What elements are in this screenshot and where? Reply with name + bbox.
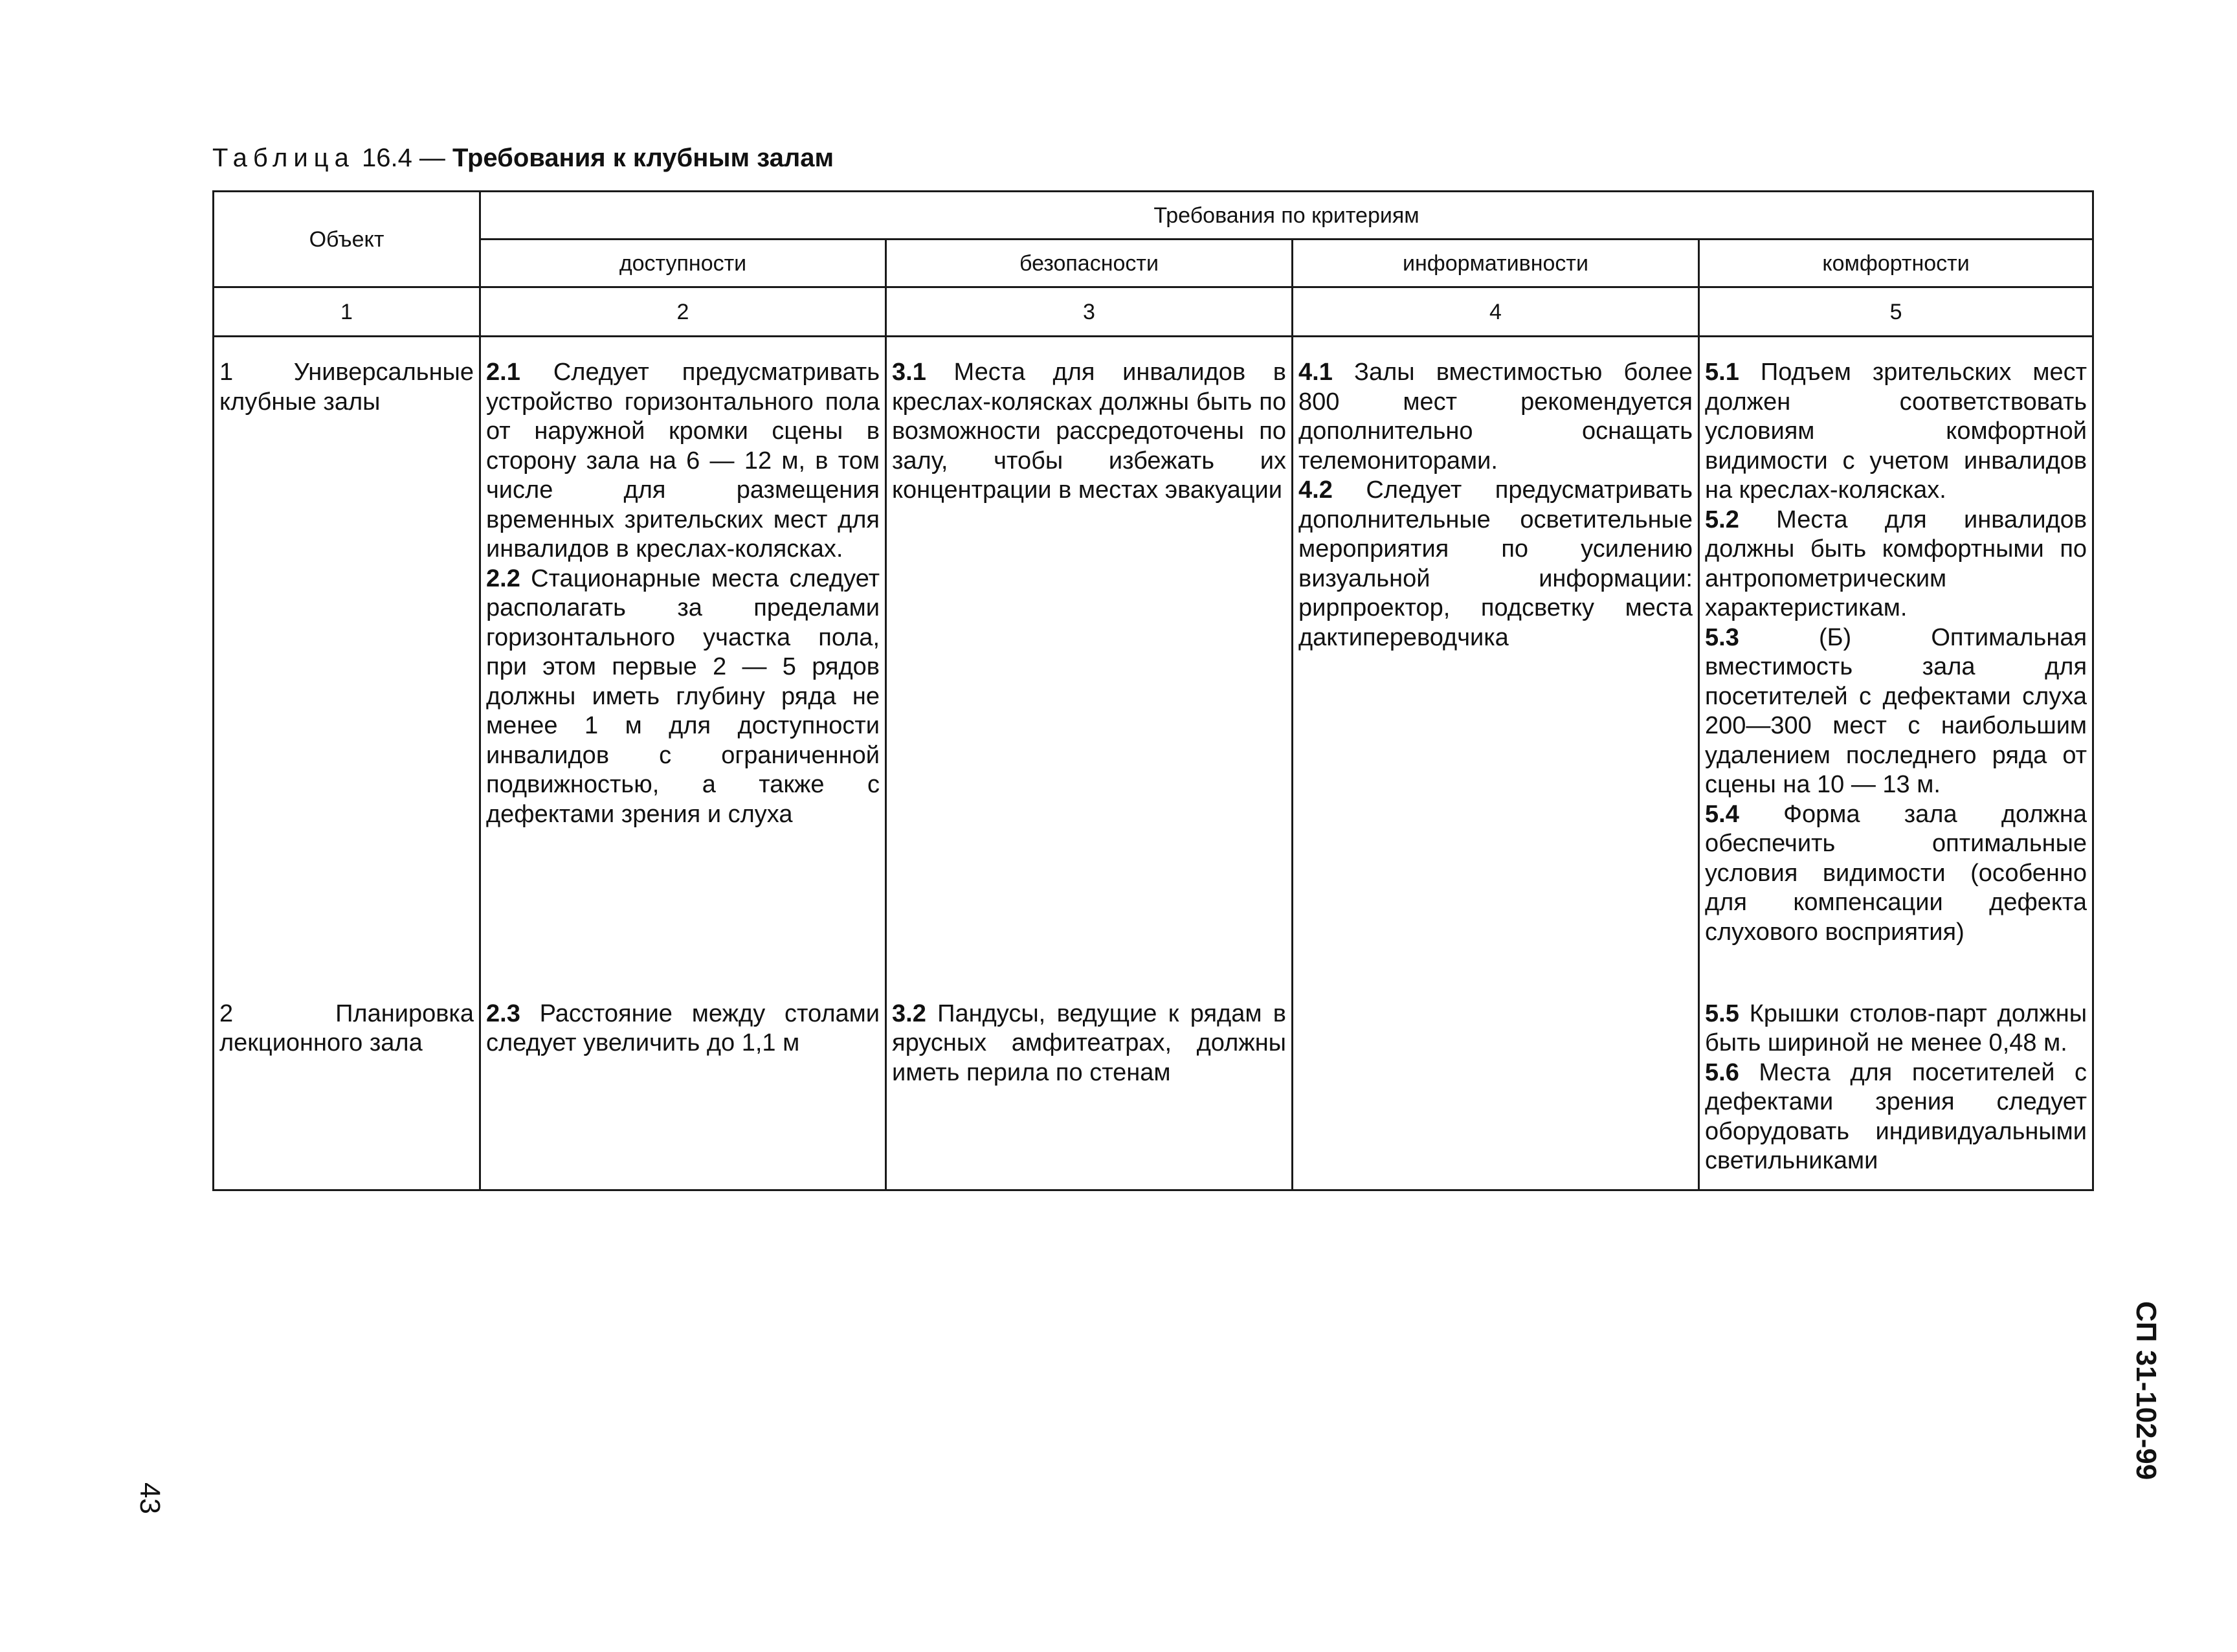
item-number: 4.1 <box>1298 359 1333 386</box>
criterion-safety: безопасности <box>886 240 1293 287</box>
caption-number: 16.4 — <box>354 144 453 172</box>
requirement-item <box>1298 476 1693 653</box>
item-text: Крышки столов-парт должны быть шириной не менее 0,48 м. <box>1705 999 2087 1057</box>
requirement-cell <box>1699 990 2093 1190</box>
table-row <box>214 337 2093 990</box>
item-text: Места для посетителей с дефектами зрения следует оборудовать индивидуальными светильниками <box>1705 1058 2087 1175</box>
column-number: 3 <box>886 287 1293 337</box>
requirement-cell-empty <box>1293 990 1699 1190</box>
requirement-cell <box>1293 337 1699 990</box>
item-text: Залы вместимостью более 800 мест рекомендуется дополнительно оснащать телемониторами. <box>1298 359 1693 474</box>
item-text: Подъем зрительских мест должен соответствовать условиям комфортной видимости с учетом инвалидов на креслах-колясках. <box>1705 359 2087 504</box>
requirements-table <box>212 190 2094 1191</box>
item-number: 2.2 <box>486 564 520 592</box>
requirement-item <box>1705 800 2087 948</box>
criteria-header: Требования по критериям <box>480 192 2093 240</box>
item-text: Следует предусматривать дополнительные осветительные мероприятия по усилению визуальной информации: рирпроектор, подсветку места дактипереводчика <box>1298 476 1693 651</box>
column-numbers-row <box>214 287 2093 337</box>
column-number: 4 <box>1293 287 1699 337</box>
column-number: 5 <box>1699 287 2093 337</box>
criterion-comfort: комфортности <box>1699 240 2093 287</box>
item-number: 5.2 <box>1705 506 1739 533</box>
requirement-item <box>486 358 880 564</box>
object-cell: 2 Планировка лекционного зала <box>214 990 480 1190</box>
item-number: 3.2 <box>892 999 926 1027</box>
header-row <box>214 192 2093 240</box>
requirement-item <box>1705 999 2087 1058</box>
item-number: 5.6 <box>1705 1058 1739 1086</box>
item-number: 5.5 <box>1705 999 1739 1027</box>
requirement-item <box>486 999 880 1058</box>
item-text: Стационарные места следует располагать за пределами горизонтального участка пола, при этом первые 2 — 5 рядов должны иметь глубину ряда не менее 1 м для доступности инвалидов с ограниченной подвижностью, а также с дефектами зрения и слуха <box>486 564 880 828</box>
item-text: Места для инвалидов должны быть комфортными по антропометрическим характеристикам. <box>1705 506 2087 621</box>
item-number: 3.1 <box>892 359 926 386</box>
requirement-item <box>1705 623 2087 800</box>
caption-title: Требования к клубным залам <box>452 144 834 172</box>
caption-prefix: Таблица <box>212 144 355 172</box>
item-text: (Б) Оптимальная вместимость зала для посетителей с дефектами слуха 200—300 мест с наибольшим удалением последнего ряда от сцены на 10 — 13 м. <box>1705 623 2087 798</box>
page-number: 43 <box>134 1482 166 1514</box>
requirement-cell <box>1699 337 2093 990</box>
column-number: 1 <box>214 287 480 337</box>
requirement-item <box>892 358 1286 506</box>
item-text: Места для инвалидов в креслах-колясках должны быть по возможности рассредоточены по залу, чтобы избежать их концентрации в местах эвакуации <box>892 359 1286 504</box>
item-number: 2.3 <box>486 999 520 1027</box>
requirement-cell <box>886 337 1293 990</box>
criterion-accessibility: доступности <box>480 240 886 287</box>
requirement-cell <box>886 990 1293 1190</box>
requirement-cell <box>480 337 886 990</box>
requirement-item <box>1705 358 2087 506</box>
requirement-item <box>892 999 1286 1088</box>
requirement-cell <box>480 990 886 1190</box>
item-number: 4.2 <box>1298 476 1333 504</box>
criteria-row <box>214 240 2093 287</box>
item-text: Форма зала должна обеспечить оптимальные условия видимости (особенно для компенсации дефекта слухового восприятия) <box>1705 800 2087 946</box>
object-header: Объект <box>214 192 480 287</box>
item-number: 5.4 <box>1705 800 1739 828</box>
item-text: Расстояние между столами следует увеличить до 1,1 м <box>486 999 880 1057</box>
table-caption <box>212 140 834 176</box>
requirement-item <box>1298 358 1693 476</box>
document-code: СП 31-102-99 <box>2130 1301 2162 1480</box>
requirement-item <box>1705 1058 2087 1176</box>
column-number: 2 <box>480 287 886 337</box>
item-number: 5.3 <box>1705 623 1739 651</box>
object-cell: 1 Универсальные клубные залы <box>214 337 480 990</box>
criterion-informativeness: информативности <box>1293 240 1699 287</box>
item-number: 2.1 <box>486 359 520 386</box>
item-number: 5.1 <box>1705 359 1739 386</box>
table-row <box>214 990 2093 1190</box>
requirement-item <box>486 564 880 830</box>
item-text: Следует предусматривать устройство горизонтального пола от наружной кромки сцены в сторону зала на 6 — 12 м, в том числе для размещения временных зрительских мест для инвалидов в креслах-колясках. <box>486 359 880 563</box>
item-text: Пандусы, ведущие к рядам в ярусных амфитеатрах, должны иметь перила по стенам <box>892 999 1286 1086</box>
requirement-item <box>1705 506 2087 623</box>
